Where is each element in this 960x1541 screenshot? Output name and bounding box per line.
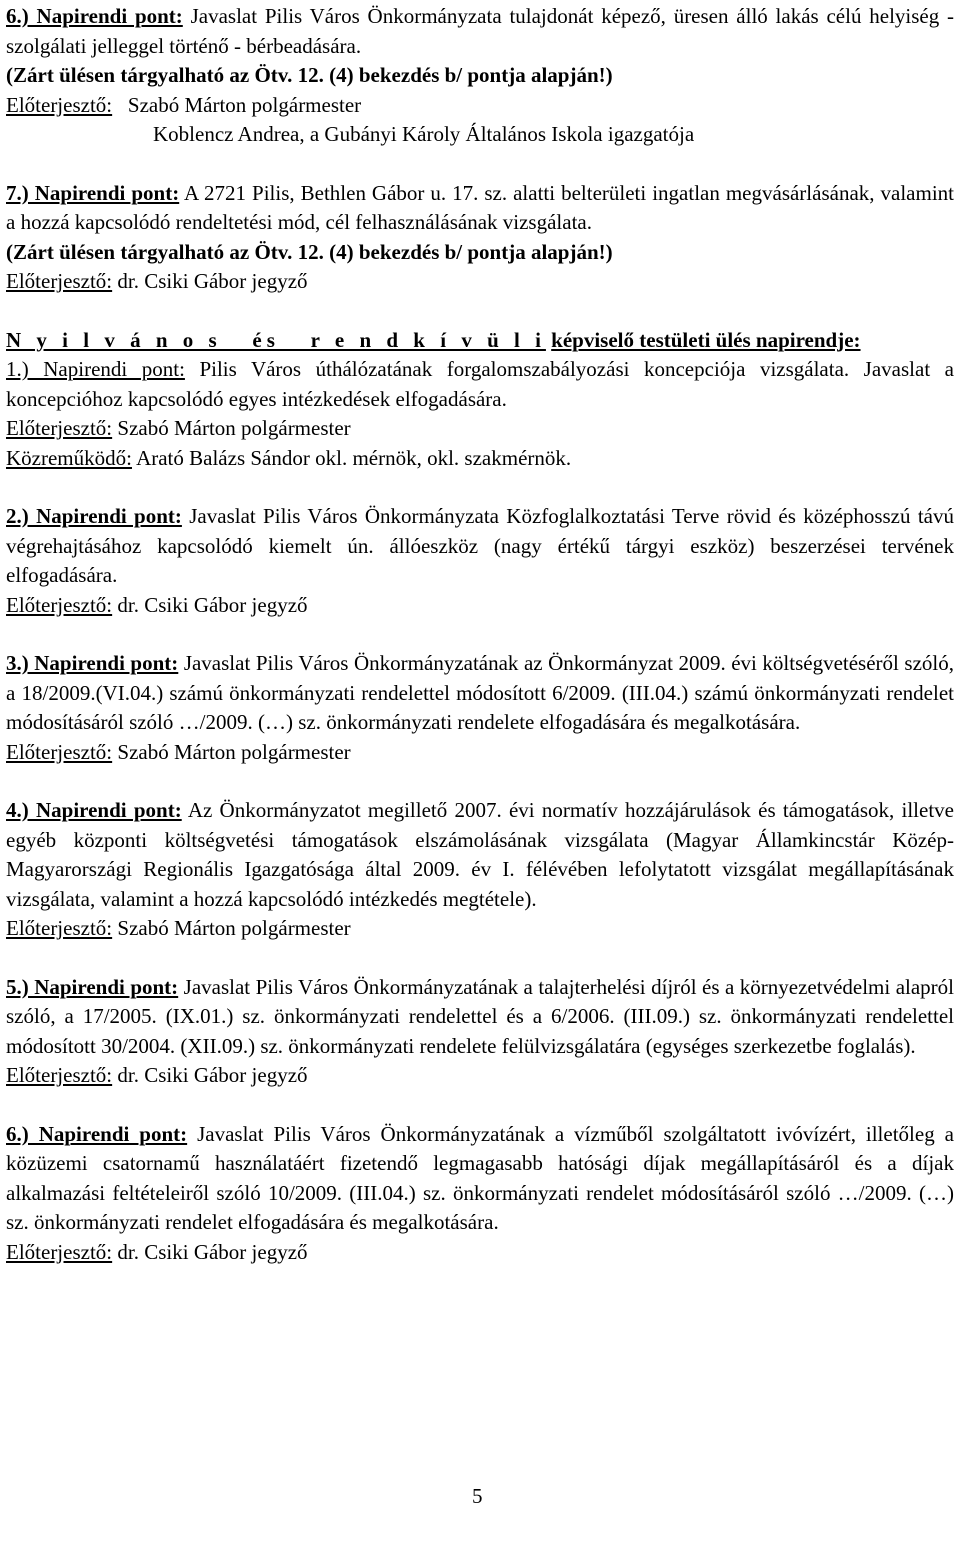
agenda-item-5 bbox=[6, 973, 954, 1091]
presenter-name: Szabó Márton polgármester bbox=[127, 92, 362, 117]
page-number: 5 bbox=[472, 1484, 483, 1508]
closed-session-note bbox=[6, 61, 954, 91]
presenter-label: Előterjesztő: bbox=[6, 916, 113, 940]
agenda-item-4 bbox=[6, 796, 954, 944]
contributor-label: Közreműködő: bbox=[6, 445, 132, 470]
presenter-name: Szabó Márton polgármester bbox=[117, 416, 351, 440]
agenda-item-text bbox=[6, 796, 954, 914]
presenter-name-2: Koblencz Andrea, a Gubányi Károly Általános Iskola igazgatója bbox=[153, 122, 695, 146]
open-session-heading bbox=[6, 326, 954, 356]
open-session-heading-rest: képviselő testületi ülés napirendje: bbox=[551, 327, 861, 352]
presenter-name: dr. Csiki Gábor jegyző bbox=[117, 592, 308, 617]
agenda-item-description: Javaslat Pilis Város Önkormányzatának az Önkormányzat 2009. évi költségvetéséről szóló, a 18/2009.(VI.04.) számú önkormányzati rendelettel módosított 6/2009. (III.04.) számú önkormányzati rendelet módosításáról szóló …/2009. (…) sz. önkormányzati rendelete elfogadására és megalkotására. bbox=[6, 651, 954, 734]
presenter-line bbox=[6, 414, 954, 444]
agenda-item-description: A 2721 Pilis, Bethlen Gábor u. 17. sz. alatti belterületi ingatlan megvásárlásának, valamint a hozzá kapcsolódó rendeltetési mód, cél felhasználásának vizsgálata. bbox=[6, 180, 954, 234]
agenda-item-description: Javaslat Pilis Város Önkormányzatának a talajterhelési díjról és a környezetvédelmi alapról szóló, a 17/2005. (IX.01.) sz. önkormányzati rendelettel és a 6/2006. (III.09.) sz. önkormányzati rendelettel módosított 30/2004. (XII.09.) sz. önkormányzati rendelete felülvizsgálatára (egységes szerkezetbe foglalás). bbox=[6, 974, 954, 1058]
presenter-line bbox=[6, 591, 954, 621]
agenda-item-label: 6.) Napirendi pont: bbox=[6, 1121, 188, 1146]
agenda-item-2 bbox=[6, 502, 954, 620]
closed-session-note-text: (Zárt ülésen tárgyalható az Ötv. 12. (4) bekezdés b/ pontja alapján!) bbox=[6, 63, 613, 87]
open-session-heading-spaced: N y i l v á n o s és r e n d k í v ü l i bbox=[6, 327, 546, 352]
agenda-item-text bbox=[6, 502, 954, 591]
agenda-item-description: Javaslat Pilis Város Önkormányzata tulajdonát képező, üresen álló lakás célú helyiség - szolgálati jelleggel történő - bérbeadására. bbox=[6, 4, 955, 58]
presenter-line bbox=[6, 267, 954, 297]
presenter-label: Előterjesztő: bbox=[6, 1063, 113, 1087]
agenda-item-text bbox=[6, 355, 954, 414]
agenda-item-description: Pilis Város úthálózatának forgalomszabályozási koncepciója vizsgálata. Javaslat a koncepcióhoz kapcsolódó egyes intézkedések elfogadására. bbox=[6, 357, 954, 411]
agenda-item-label: 6.) Napirendi pont: bbox=[6, 4, 183, 28]
presenter-line bbox=[6, 914, 954, 944]
presenter-label: Előterjesztő: bbox=[6, 269, 113, 293]
agenda-item-label: 3.) Napirendi pont: bbox=[6, 651, 179, 675]
presenter-line-2 bbox=[6, 120, 954, 150]
presenter-label: Előterjesztő: bbox=[6, 739, 113, 764]
agenda-item-text bbox=[6, 1120, 954, 1238]
agenda-item-text bbox=[6, 2, 954, 61]
presenter-name: dr. Csiki Gábor jegyző bbox=[117, 1063, 308, 1087]
agenda-item-label: 4.) Napirendi pont: bbox=[6, 798, 182, 822]
agenda-item-description: Javaslat Pilis Város Önkormányzata Közfoglalkoztatási Terve rövid és középhosszú távú végrehajtásához kapcsolódó kiemelt ún. állóeszköz (nagy értékű tárgyi eszköz) beszerzései tervének elfogadására. bbox=[6, 504, 954, 587]
presenter-label: Előterjesztő: bbox=[6, 1239, 113, 1264]
presenter-label: Előterjesztő: bbox=[6, 416, 113, 440]
presenter-name: dr. Csiki Gábor jegyző bbox=[117, 1239, 308, 1264]
agenda-item-6 bbox=[6, 1120, 954, 1268]
presenter-line bbox=[6, 1238, 954, 1268]
closed-agenda-item-6 bbox=[6, 2, 954, 150]
closed-session-note-text: (Zárt ülésen tárgyalható az Ötv. 12. (4) bekezdés b/ pontja alapján!) bbox=[6, 239, 613, 264]
agenda-item-text bbox=[6, 649, 954, 738]
agenda-item-3 bbox=[6, 649, 954, 767]
agenda-item-description: Az Önkormányzatot megillető 2007. évi normatív hozzájárulások és támogatások, illetve egyéb központi költségvetési támogatások elszámolásának vizsgálata (Magyar Államkincstár Közép-Magyarországi Regionális Igazgatósága által 2009. év I. félévében lefolytatott vizsgálat megállapításának vizsgálata, valamint a hozzá kapcsolódó intézkedés megtétele). bbox=[6, 798, 954, 911]
presenter-label: Előterjesztő: bbox=[6, 592, 113, 617]
contributor-name: Arató Balázs Sándor okl. mérnök, okl. szakmérnök. bbox=[136, 445, 572, 470]
agenda-item-label: 2.) Napirendi pont: bbox=[6, 504, 182, 528]
presenter-line bbox=[6, 1061, 954, 1091]
presenter-name: dr. Csiki Gábor jegyző bbox=[117, 269, 308, 293]
closed-session-note bbox=[6, 238, 954, 268]
closed-agenda-item-7 bbox=[6, 179, 954, 297]
agenda-item-description: Javaslat Pilis Város Önkormányzatának a vízműből szolgáltatott ivóvízért, illetőleg a közüzemi csatornamű használatáért fizetendő legmagasabb hatósági díjak megállapításáról és a díjak alkalmazási feltételeiről szóló 10/2009. (III.04.) sz. önkormányzati rendelet módosításáról szóló …/2009. (…) sz. önkormányzati rendelet elfogadására és megalkotására. bbox=[6, 1121, 954, 1234]
presenter-name: Szabó Márton polgármester bbox=[117, 916, 351, 940]
agenda-item-label: 1.) Napirendi pont: bbox=[6, 357, 185, 381]
presenter-label: Előterjesztő: bbox=[6, 92, 113, 117]
presenter-name: Szabó Márton polgármester bbox=[117, 739, 351, 764]
agenda-item-label: 5.) Napirendi pont: bbox=[6, 974, 179, 999]
contributor-line bbox=[6, 444, 954, 474]
presenter-line bbox=[6, 738, 954, 768]
agenda-item-1 bbox=[6, 355, 954, 473]
agenda-item-label: 7.) Napirendi pont: bbox=[6, 180, 180, 205]
agenda-item-text bbox=[6, 179, 954, 238]
agenda-item-text bbox=[6, 973, 954, 1062]
agenda-page bbox=[6, 2, 954, 1296]
presenter-line bbox=[6, 91, 954, 121]
